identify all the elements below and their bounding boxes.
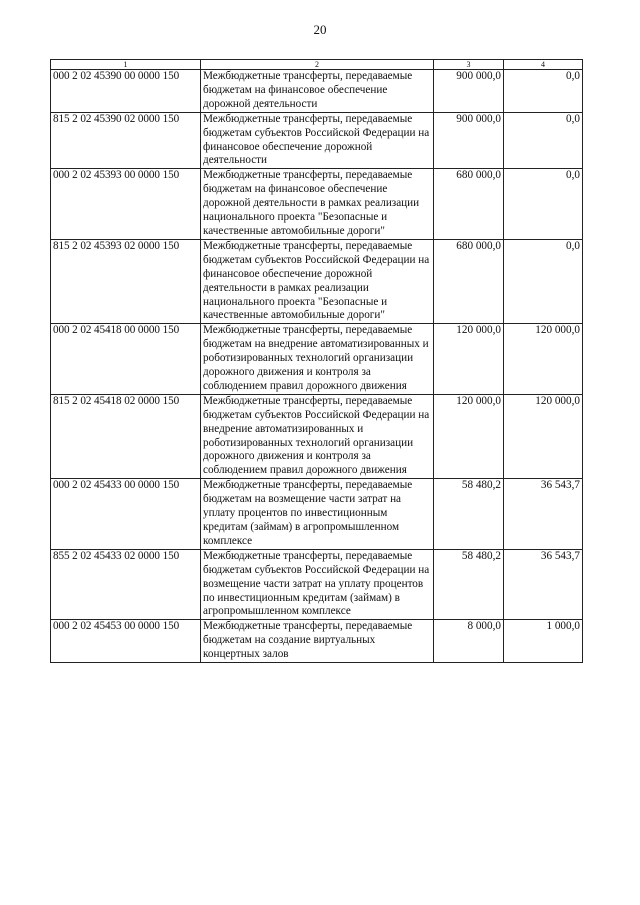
row-value-col3: 120 000,0	[434, 394, 504, 478]
row-value-col3: 8 000,0	[434, 620, 504, 663]
row-value-col3: 680 000,0	[434, 239, 504, 323]
table-row	[51, 239, 583, 323]
row-value-col4: 0,0	[504, 239, 583, 323]
row-value-col3: 900 000,0	[434, 112, 504, 169]
column-header-1: 1	[51, 60, 201, 70]
row-code: 815 2 02 45390 02 0000 150	[51, 112, 201, 169]
table-row	[51, 112, 583, 169]
table-row	[51, 549, 583, 620]
row-value-col3: 900 000,0	[434, 70, 504, 113]
row-value-col3: 120 000,0	[434, 324, 504, 395]
row-value-col3: 680 000,0	[434, 169, 504, 240]
column-header-4: 4	[504, 60, 583, 70]
row-value-col4: 0,0	[504, 112, 583, 169]
page-number: 20	[313, 22, 327, 37]
table-row	[51, 394, 583, 478]
column-header-2: 2	[201, 60, 434, 70]
row-value-col4: 120 000,0	[504, 394, 583, 478]
row-value-col4: 0,0	[504, 169, 583, 240]
row-value-col4: 0,0	[504, 70, 583, 113]
table-row	[51, 169, 583, 240]
row-value-col4: 36 543,7	[504, 479, 583, 550]
row-name: Межбюджетные трансферты, передаваемые бюджетам на финансовое обеспечение дорожной деятельности	[201, 70, 434, 113]
table-row	[51, 479, 583, 550]
row-name: Межбюджетные трансферты, передаваемые бюджетам субъектов Российской Федерации на финансовое обеспечение дорожной деятельности	[201, 112, 434, 169]
row-code: 000 2 02 45453 00 0000 150	[51, 620, 201, 663]
row-code: 815 2 02 45418 02 0000 150	[51, 394, 201, 478]
row-code: 000 2 02 45393 00 0000 150	[51, 169, 201, 240]
row-code: 000 2 02 45390 00 0000 150	[51, 70, 201, 113]
row-code: 815 2 02 45393 02 0000 150	[51, 239, 201, 323]
budget-table	[50, 59, 583, 663]
table-row	[51, 620, 583, 663]
row-name: Межбюджетные трансферты, передаваемые бюджетам на финансовое обеспечение дорожной деятельности в рамках реализации национального проекта "Безопасные и качественные автомобильные дороги"	[201, 169, 434, 240]
row-name: Межбюджетные трансферты, передаваемые бюджетам субъектов Российской Федерации на финансовое обеспечение дорожной деятельности в рамках реализации национального проекта "Безопасные и качественные автомобильные дороги"	[201, 239, 434, 323]
row-code: 000 2 02 45433 00 0000 150	[51, 479, 201, 550]
row-name: Межбюджетные трансферты, передаваемые бюджетам на внедрение автоматизированных и роботизированных технологий организации дорожного движения и контроля за соблюдением правил дорожного движения	[201, 324, 434, 395]
table-row	[51, 324, 583, 395]
row-value-col4: 1 000,0	[504, 620, 583, 663]
column-header-3: 3	[434, 60, 504, 70]
row-code: 000 2 02 45418 00 0000 150	[51, 324, 201, 395]
row-value-col4: 36 543,7	[504, 549, 583, 620]
row-name: Межбюджетные трансферты, передаваемые бюджетам субъектов Российской Федерации на внедрение автоматизированных и роботизированных технологий организации дорожного движения и контроля за соблюдением правил дорожного движения	[201, 394, 434, 478]
row-name: Межбюджетные трансферты, передаваемые бюджетам субъектов Российской Федерации на возмещение части затрат на уплату процентов по инвестиционным кредитам (займам) в агропромышленном комплексе	[201, 549, 434, 620]
row-value-col3: 58 480,2	[434, 549, 504, 620]
table-header-row	[51, 60, 583, 70]
table-row	[51, 70, 583, 113]
row-name: Межбюджетные трансферты, передаваемые бюджетам на создание виртуальных концертных залов	[201, 620, 434, 663]
row-name: Межбюджетные трансферты, передаваемые бюджетам на возмещение части затрат на уплату процентов по инвестиционным кредитам (займам) в агропромышленном комплексе	[201, 479, 434, 550]
row-code: 855 2 02 45433 02 0000 150	[51, 549, 201, 620]
row-value-col4: 120 000,0	[504, 324, 583, 395]
row-value-col3: 58 480,2	[434, 479, 504, 550]
